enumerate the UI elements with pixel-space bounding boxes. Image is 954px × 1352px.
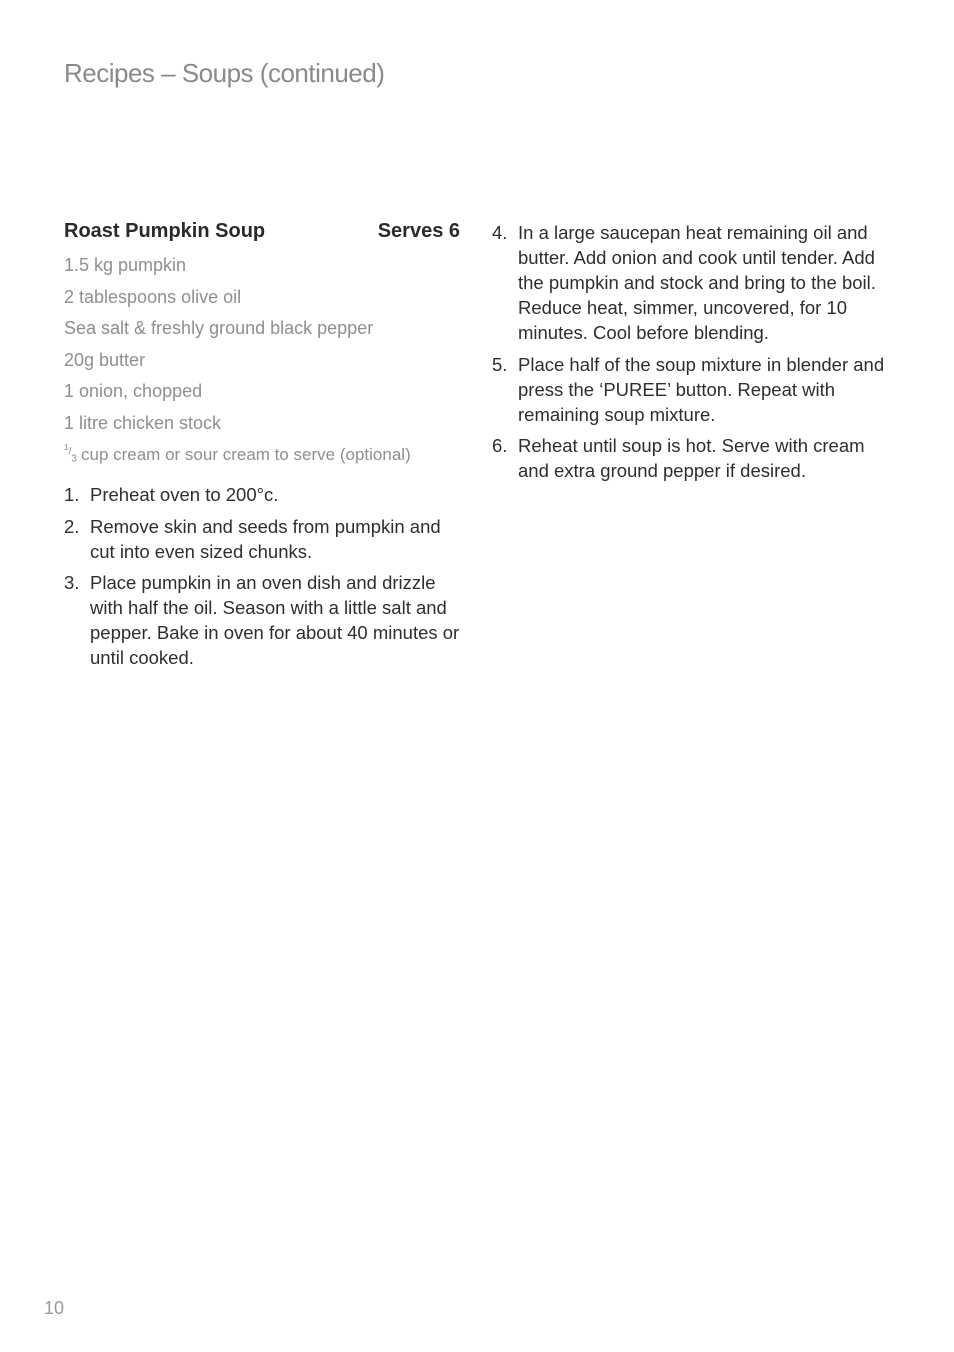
step-text: Place pumpkin in an oven dish and drizzle with half the oil. Season with a little salt and pepper. Bake in oven for about 40 minutes or until cooked. [90, 572, 460, 669]
step-number: 1. [64, 484, 80, 506]
recipe-header [64, 220, 460, 243]
left-column [64, 220, 460, 677]
ingredient-item: 1.5 kg pumpkin [64, 255, 187, 275]
method-step [64, 482, 460, 507]
ingredient-item: Sea salt & freshly ground black pepper [64, 318, 374, 338]
step-text: In a large saucepan heat remaining oil and butter. Add onion and cook until tender. Add the pumpkin and stock and bring to the boil. Reduce heat, simmer, uncovered, for 10 minutes. Cool before blending. [518, 222, 876, 343]
method-step [492, 433, 892, 483]
step-number: 6. [492, 435, 508, 456]
recipe-serves: Serves 6 [377, 220, 460, 242]
ingredient-cream-text: cup cream or sour cream to serve (optional) [80, 445, 411, 464]
step-text: Remove skin and seeds from pumpkin and cut into even sized chunks. [90, 515, 441, 562]
ingredient-item: 1 onion, chopped [64, 381, 203, 401]
fraction-denominator: 3 [71, 453, 77, 465]
ingredient-item: 20g butter [64, 349, 146, 370]
method-list-left [64, 482, 460, 670]
ingredient-item-cream [64, 444, 460, 466]
ingredient-item: 1 litre chicken stock [64, 412, 222, 433]
step-number: 2. [64, 515, 80, 537]
method-step [64, 570, 460, 670]
step-text: Reheat until soup is hot. Serve with cream and extra ground pepper if desired. [518, 435, 865, 481]
page-number: 10 [44, 1298, 65, 1318]
page-title: Recipes – Soups (continued) [64, 58, 385, 88]
step-number: 4. [492, 222, 508, 243]
right-column [492, 220, 892, 490]
step-text: Preheat oven to 200°c. [90, 484, 279, 506]
method-step [492, 220, 892, 345]
ingredient-list [64, 255, 460, 466]
method-list-right [492, 220, 892, 483]
step-number: 5. [492, 353, 508, 375]
step-text: Place half of the soup mixture in blender and press the ‘PUREE’ button. Repeat with remaining soup mixture. [518, 353, 885, 425]
ingredient-item: 2 tablespoons olive oil [64, 286, 242, 307]
step-number: 3. [64, 572, 80, 594]
method-step [64, 514, 460, 564]
method-step [492, 352, 892, 427]
fraction: $^1/_3$ [64, 442, 77, 465]
recipe-title: Roast Pumpkin Soup [64, 220, 266, 242]
fraction-numerator: 1 [64, 442, 69, 452]
